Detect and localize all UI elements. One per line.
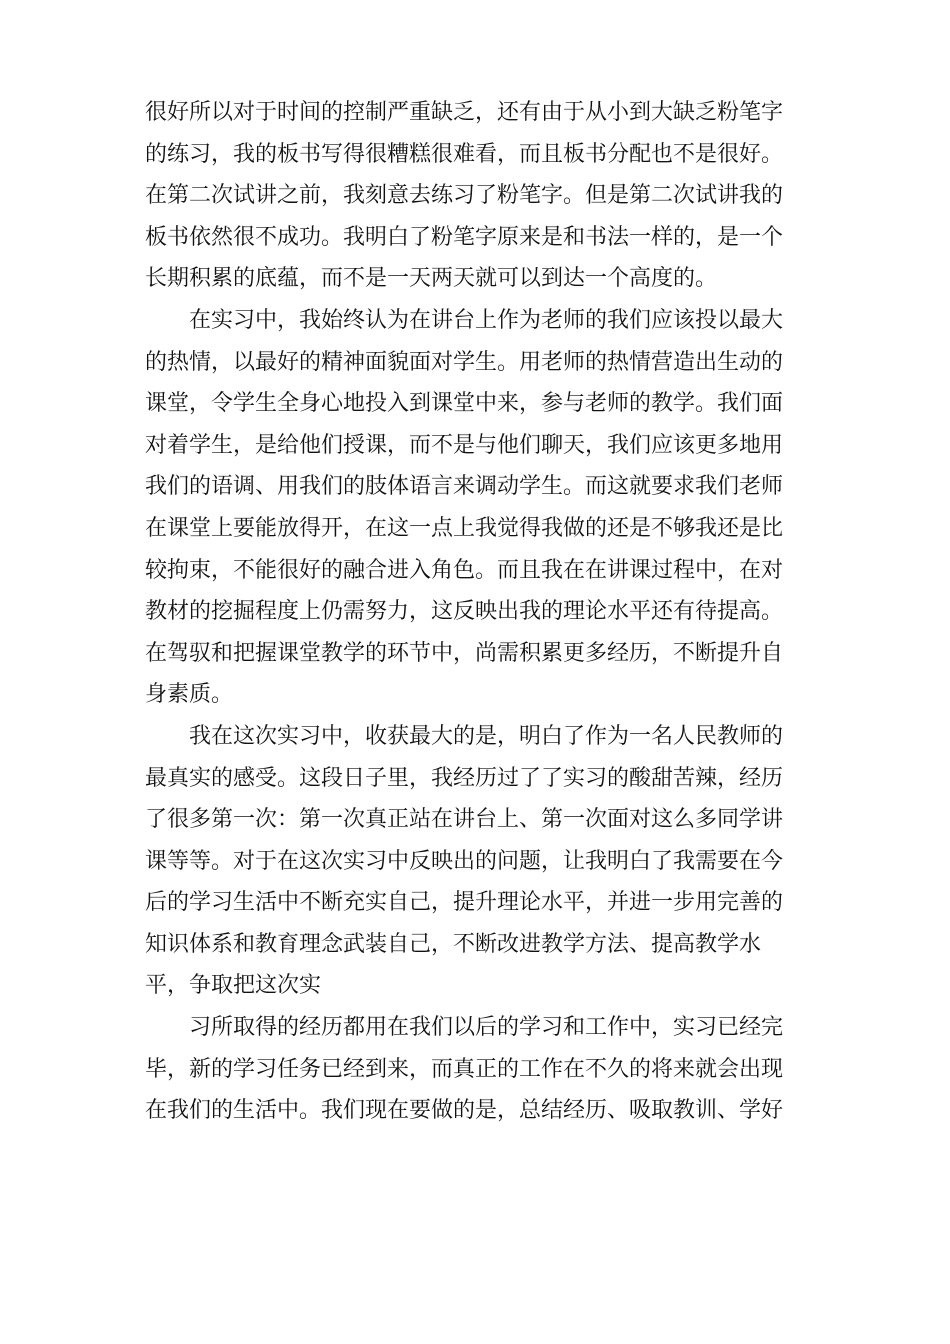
- text-line: 后的学习生活中不断充实自己，提升理论水平，并进一步用完善的: [145, 890, 784, 916]
- text-line: 较拘束，不能很好的融合进入角色。而且我在在讲课过程中，在对: [145, 557, 784, 583]
- text-line: 在第二次试讲之前，我刻意去练习了粉笔字。但是第二次试讲我的: [145, 183, 784, 209]
- text-line: 的热情，以最好的精神面貌面对学生。用老师的热情营造出生动的: [145, 349, 784, 375]
- text-line: 在我们的生活中。我们现在要做的是，总结经历、吸取教训、学好: [145, 1098, 784, 1124]
- text-line: 最真实的感受。这段日子里，我经历过了了实习的酸甜苦辣，经历: [145, 765, 784, 791]
- text-line: 对着学生，是给他们授课，而不是与他们聊天，我们应该更多地用: [145, 432, 784, 458]
- text-line: 我们的语调、用我们的肢体语言来调动学生。而这就要求我们老师: [145, 474, 784, 500]
- text-line: 课等等。对于在这次实习中反映出的问题，让我明白了我需要在今: [145, 848, 784, 874]
- paragraph-start-line: 习所取得的经历都用在我们以后的学习和工作中，实习已经完: [189, 1015, 784, 1041]
- text-line: 在课堂上要能放得开，在这一点上我觉得我做的还是不够我还是比: [145, 515, 784, 541]
- text-line: 身素质。: [145, 682, 234, 708]
- text-line: 在驾驭和把握课堂教学的环节中，尚需积累更多经历，不断提升自: [145, 640, 784, 666]
- text-line: 毕，新的学习任务已经到来，而真正的工作在不久的将来就会出现: [145, 1056, 784, 1082]
- text-line: 了很多第一次：第一次真正站在讲台上、第一次面对这么多同学讲: [145, 807, 784, 833]
- paragraph-start-line: 我在这次实习中，收获最大的是，明白了作为一名人民教师的: [189, 723, 784, 749]
- paragraph-start-line: 在实习中，我始终认为在讲台上作为老师的我们应该投以最大: [189, 307, 784, 333]
- document-body: [145, 92, 795, 1132]
- text-line: 板书依然很不成功。我明白了粉笔字原来是和书法一样的，是一个: [145, 224, 784, 250]
- text-line: 的练习，我的板书写得很糟糕很难看，而且板书分配也不是很好。: [145, 141, 784, 167]
- text-line: 平，争取把这次实: [145, 973, 322, 999]
- text-line: 长期积累的底蕴，而不是一天两天就可以到达一个高度的。: [145, 266, 718, 292]
- text-line: 课堂，令学生全身心地投入到课堂中来，参与老师的教学。我们面: [145, 391, 784, 417]
- text-line: 很好所以对于时间的控制严重缺乏，还有由于从小到大缺乏粉笔字: [145, 100, 784, 125]
- text-line: 知识体系和教育理念武装自己，不断改进教学方法、提高教学水: [145, 931, 762, 957]
- text-line: 教材的挖掘程度上仍需努力，这反映出我的理论水平还有待提高。: [145, 599, 784, 625]
